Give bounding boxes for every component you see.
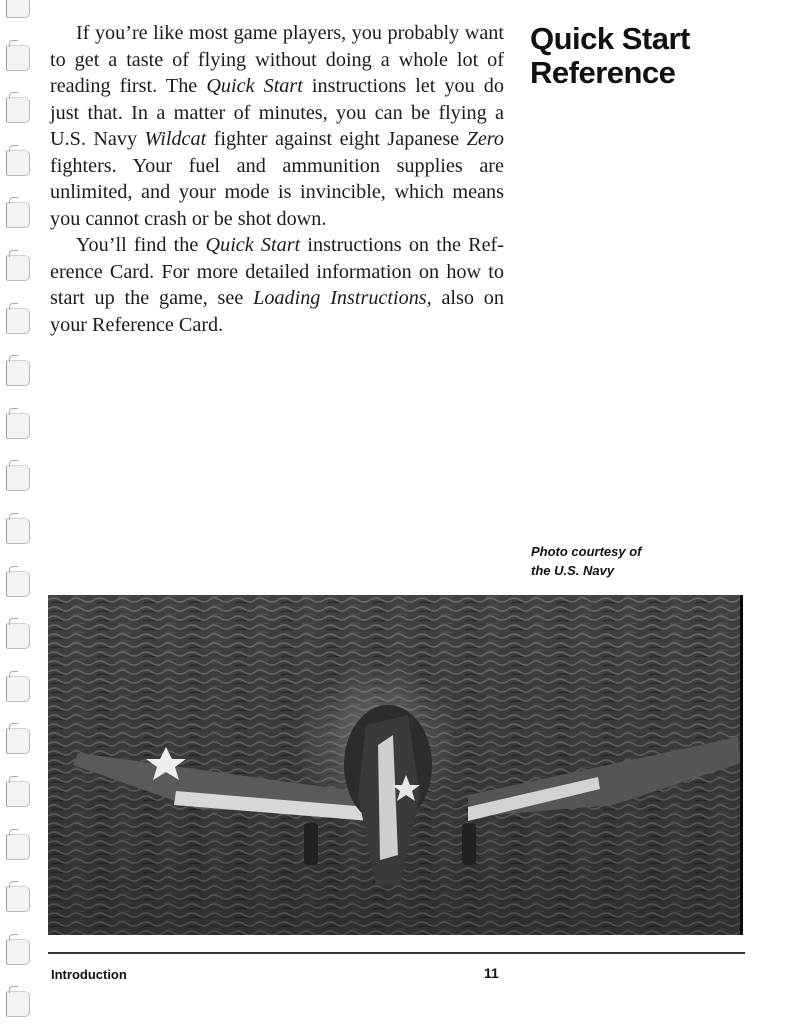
text-run: fighter against eight Japanese: [206, 128, 467, 150]
intro-body-text: [50, 20, 504, 338]
binding-ring: [6, 202, 30, 228]
binding-ring: [6, 728, 30, 754]
italic-term: Zero: [466, 128, 504, 150]
section-heading-line-2: Reference: [530, 55, 676, 90]
binding-ring: [6, 465, 30, 491]
text-run: If you’re like most game players, you probably want to get a taste of flying without doing a whole lot of reading first. The: [50, 22, 504, 97]
text-run: instructions on the Ref-erence Card. For more detailed information on how to start up the game, see: [50, 234, 504, 309]
text-run: You’ll find the: [76, 234, 206, 256]
page-number: 11: [484, 965, 499, 981]
section-heading: [530, 22, 760, 90]
photo-caption: [531, 542, 731, 580]
body-paragraph: [50, 20, 504, 232]
body-paragraph: [50, 232, 504, 338]
section-heading-line-1: Quick Start: [530, 21, 690, 56]
photo-caption-line-2: the U.S. Navy: [531, 563, 615, 578]
photo-edge-shadow: [740, 595, 743, 935]
spiral-binding: [0, 0, 40, 1031]
text-run: also on your Reference Card.: [50, 287, 504, 336]
text-run: instructions let you do just that. In a matter of minutes, you can be flying a U.S. Navy: [50, 75, 504, 150]
binding-ring: [6, 623, 30, 649]
binding-ring: [6, 781, 30, 807]
italic-term: Loading Instructions,: [253, 287, 432, 309]
binding-ring: [6, 939, 30, 965]
binding-ring: [6, 0, 30, 18]
photo-caption-line-1: Photo courtesy of: [531, 544, 642, 559]
aircraft-over-ocean-image: [48, 595, 741, 935]
text-run: fighters. Your fuel and ammunition supplies are unlimited, and your mode is invincible, which means you cannot crash or be shot down.: [50, 154, 504, 230]
aircraft-photo: [48, 595, 741, 935]
binding-ring: [6, 834, 30, 860]
italic-term: Quick Start: [205, 234, 301, 256]
footer-section-name: Introduction: [51, 967, 127, 982]
binding-ring: [6, 991, 30, 1017]
binding-ring: [6, 413, 30, 439]
binding-ring: [6, 518, 30, 544]
italic-term: Quick Start: [206, 75, 303, 97]
binding-ring: [6, 97, 30, 123]
binding-ring: [6, 308, 30, 334]
binding-ring: [6, 150, 30, 176]
binding-ring: [6, 45, 30, 71]
footer-rule: [48, 952, 745, 954]
binding-ring: [6, 571, 30, 597]
italic-term: Wildcat: [144, 128, 207, 150]
binding-ring: [6, 886, 30, 912]
binding-ring: [6, 676, 30, 702]
binding-ring: [6, 360, 30, 386]
binding-ring: [6, 255, 30, 281]
